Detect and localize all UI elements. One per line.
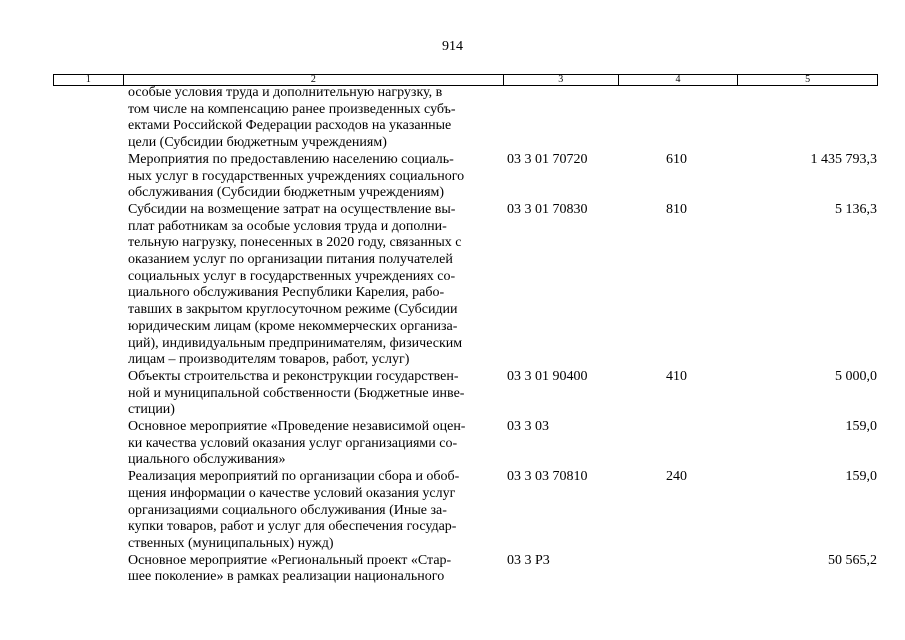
row-description — [128, 85, 493, 152]
table-body — [0, 85, 905, 586]
row-expense-type: 240 — [666, 469, 687, 485]
description-line: ектами Российской Федерации расходов на указанные — [128, 118, 452, 134]
row-amount: 159,0 — [845, 419, 877, 435]
description-line: лицам – производителям товаров, работ, услуг) — [128, 352, 410, 368]
description-line: оказанием услуг по организации питания получателей — [128, 252, 453, 268]
row-description — [128, 369, 493, 419]
description-line: ной и муниципальной собственности (Бюджетные инве- — [128, 385, 465, 401]
row-expense-type: 610 — [666, 151, 687, 167]
row-code: 03 3 01 70830 — [507, 201, 588, 217]
row-description — [128, 152, 493, 202]
description-line: ки качества условий оказания услуг организациями со- — [128, 435, 458, 451]
row-code: 03 3 03 — [507, 419, 549, 435]
description-line: ственных (муниципальных) нужд) — [128, 535, 334, 551]
description-line: цели (Субсидии бюджетным учреждениям) — [128, 135, 387, 151]
row-expense-type: 410 — [666, 368, 687, 384]
row-amount: 159,0 — [845, 469, 877, 485]
table-row — [0, 369, 905, 419]
description-line: щения информации о качестве условий оказания услуг — [128, 485, 456, 501]
row-code: 03 3 01 70720 — [507, 151, 588, 167]
description-line: плат работникам за особые условия труда и дополни- — [128, 218, 447, 234]
description-line: тавших в закрытом круглосуточном режиме (Субсидии — [128, 302, 458, 318]
description-line: тельную нагрузку, понесенных в 2020 году, связанных с — [128, 235, 462, 251]
description-line: организациями социального обслуживания (Иные за- — [128, 502, 447, 518]
description-line: циального обслуживания» — [128, 452, 286, 468]
row-expense-type: 810 — [666, 201, 687, 217]
table-row — [0, 85, 905, 152]
table-row — [0, 152, 905, 202]
row-code: 03 3 P3 — [507, 552, 550, 568]
table-row — [0, 469, 905, 553]
row-code: 03 3 01 90400 — [507, 368, 588, 384]
row-description — [128, 553, 493, 586]
description-line: циального обслуживания Республики Карелия, рабо- — [128, 285, 445, 301]
row-description — [128, 419, 493, 469]
header-col-3: 3 — [504, 75, 619, 85]
table-row — [0, 419, 905, 469]
row-amount: 1 435 793,3 — [810, 151, 877, 167]
description-line: особые условия труда и дополнительную нагрузку, в — [128, 85, 443, 100]
description-line: том числе на компенсацию ранее произведенных субъ- — [128, 101, 456, 117]
row-description — [128, 202, 493, 369]
description-line: ций), индивидуальным предпринимателям, физическим — [128, 335, 463, 351]
description-line: шее поколение» в рамках реализации национального — [128, 569, 445, 585]
description-line: стиции) — [128, 402, 175, 418]
row-description — [128, 469, 493, 553]
description-line: обслуживания (Субсидии бюджетным учреждениям) — [128, 185, 445, 201]
description-line: Реализация мероприятий по организации сбора и обоб- — [128, 469, 460, 485]
row-amount: 5 000,0 — [835, 368, 877, 384]
header-col-5: 5 — [805, 74, 811, 85]
description-line: Основное мероприятие «Проведение независимой оцен- — [128, 419, 466, 435]
description-line: Объекты строительства и реконструкции государствен- — [128, 368, 459, 384]
row-amount: 5 136,3 — [835, 201, 877, 217]
row-amount: 50 565,2 — [828, 552, 877, 568]
header-col-1: 1 — [54, 75, 124, 85]
description-line: ных услуг в государственных учреждениях социального — [128, 168, 465, 184]
description-line: Основное мероприятие «Региональный проект «Стар- — [128, 552, 452, 568]
header-col-2: 2 — [124, 75, 504, 85]
description-line: Субсидии на возмещение затрат на осуществление вы- — [128, 201, 456, 217]
header-col-4: 4 — [619, 75, 739, 85]
table-row — [0, 202, 905, 369]
page-number: 914 — [442, 39, 463, 54]
description-line: купки товаров, работ и услуг для обеспечения государ- — [128, 519, 457, 535]
table-row — [0, 553, 905, 586]
row-code: 03 3 03 70810 — [507, 469, 588, 485]
description-line: юридическим лицам (кроме некоммерческих организа- — [128, 318, 458, 334]
description-line: социальных услуг в государственных учреждениях со- — [128, 268, 456, 284]
description-line: Мероприятия по предоставлению населению социаль- — [128, 151, 454, 167]
